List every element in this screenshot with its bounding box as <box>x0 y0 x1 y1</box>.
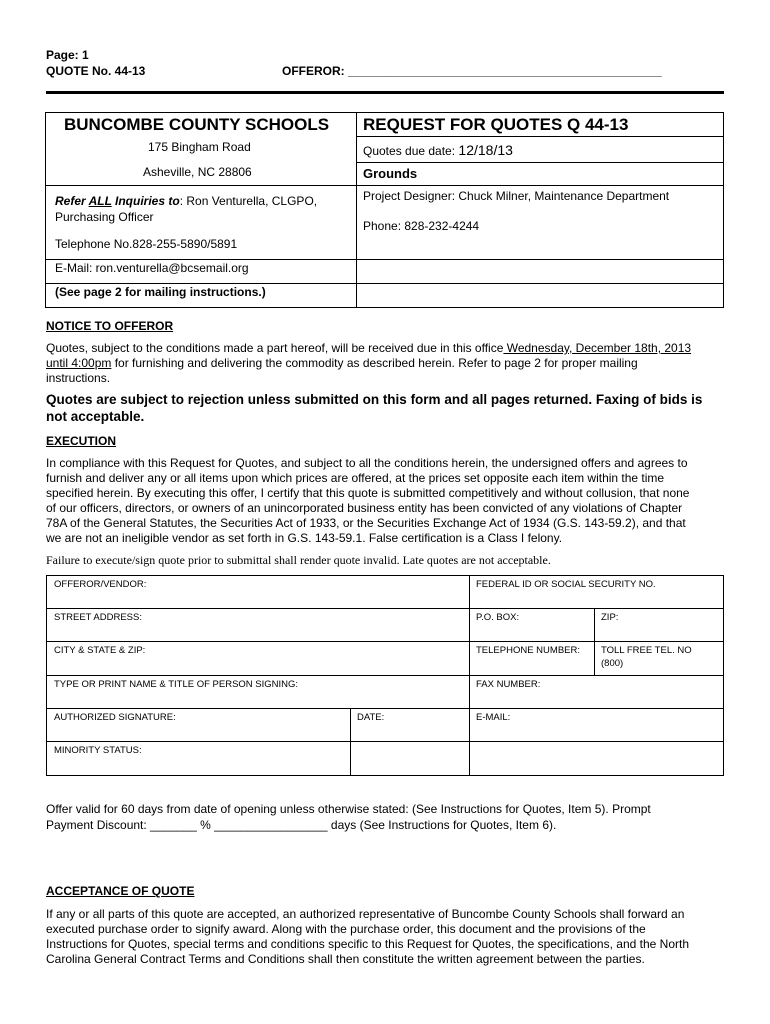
toll-free-prefix: (800) <box>601 658 624 669</box>
row-divider <box>356 162 723 163</box>
acceptance-line: If any or all parts of this quote are accepted, an authorized representative of Buncombe County Schools shall forward an <box>46 907 685 921</box>
offeror-form <box>46 575 724 776</box>
form-row-divider <box>47 708 723 709</box>
notice-line-1 <box>46 340 726 356</box>
acceptance-line: Instructions for Quotes, special terms and conditions specific to this Request for Quotes, the specifications, and the North <box>46 937 689 951</box>
refer-name: : Ron Venturella, CLGPO, <box>179 194 318 208</box>
notice-deadline: Wednesday, December 18th, 2013 <box>503 341 692 355</box>
acceptance-line: Carolina General Contract Terms and Conditions shall then constitute the written agreement between the parties. <box>46 952 645 966</box>
org-name: BUNCOMBE COUNTY SCHOOLS <box>64 115 330 134</box>
rejection-warning-2: not acceptable. <box>46 409 145 424</box>
notice-text: Quotes, subject to the conditions made a part hereof, will be received due in this office <box>46 341 504 355</box>
quote-info-table <box>45 112 724 308</box>
toll-free-field[interactable]: TOLL FREE TEL. NO <box>601 645 692 656</box>
quote-number: QUOTE No. 44-13 <box>46 64 146 78</box>
zip-field[interactable]: ZIP: <box>601 612 619 623</box>
date-field[interactable]: DATE: <box>357 712 385 723</box>
refer-suffix: Inquiries to <box>111 194 180 208</box>
department: Grounds <box>363 166 418 181</box>
org-city: Asheville, NC 28806 <box>143 165 252 179</box>
form-row-divider <box>47 608 723 609</box>
federal-id-field[interactable]: FEDERAL ID OR SOCIAL SECURITY NO. <box>476 579 656 590</box>
street-address-field[interactable]: STREET ADDRESS: <box>54 612 142 623</box>
offer-validity-line-1: Offer valid for 60 days from date of opening unless otherwise stated: (See Instructions for Quotes, Item 5). Prompt <box>46 802 651 816</box>
row-divider <box>46 185 723 186</box>
header-divider <box>46 91 724 94</box>
row-divider <box>356 136 723 137</box>
due-date <box>363 142 513 158</box>
acceptance-line: executed purchase order to signify award. Along with the purchase order, this document and the provisions of the <box>46 922 646 936</box>
acceptance-heading: ACCEPTANCE OF QUOTE <box>46 884 195 898</box>
form-row-divider <box>47 741 723 742</box>
due-date-value: 12/18/13 <box>458 142 513 158</box>
city-state-zip-field[interactable]: CITY & STATE & ZIP: <box>54 645 146 656</box>
inquiries-contact <box>55 194 317 208</box>
execution-line: of our officers, directors, or owners of an unincorporated business entity has been convicted of any violations of Chapter <box>46 501 683 515</box>
row-divider <box>46 259 723 260</box>
signer-name-title-field[interactable]: TYPE OR PRINT NAME & TITLE OF PERSON SIGNING: <box>54 679 299 690</box>
org-street: 175 Bingham Road <box>148 140 251 154</box>
telephone-number-field[interactable]: TELEPHONE NUMBER: <box>476 645 580 656</box>
refer-title: Purchasing Officer <box>55 210 154 224</box>
due-date-label: Quotes due date: <box>363 144 459 158</box>
refer-prefix: Refer <box>55 194 89 208</box>
fax-number-field[interactable]: FAX NUMBER: <box>476 679 541 690</box>
refer-all: ALL <box>88 194 112 208</box>
form-col-divider <box>469 576 470 775</box>
execution-line: we are not an ineligible vendor as set forth in G.S. 143-59.1. False certification is a Class I felony. <box>46 531 563 545</box>
po-box-field[interactable]: P.O. BOX: <box>476 612 520 623</box>
offer-validity-line-2: Payment Discount: _______ % _________________ days (See Instructions for Quotes, Item 6). <box>46 818 557 832</box>
notice-heading: NOTICE TO OFFEROR <box>46 319 174 333</box>
email-field[interactable]: E-MAIL: <box>476 712 511 723</box>
authorized-signature-field[interactable]: AUTHORIZED SIGNATURE: <box>54 712 176 723</box>
contact-email: E-Mail: ron.venturella@bcsemail.org <box>55 261 249 275</box>
notice-line-3: instructions. <box>46 371 111 385</box>
execution-line: furnish and deliver any or all items upon which prices are offered, at the prices set opposite each item within the time <box>46 471 665 485</box>
notice-time: until 4:00pm <box>46 356 112 370</box>
column-divider <box>356 113 357 307</box>
notice-line-2 <box>46 355 726 371</box>
execution-line: 78A of the General Statutes, the Securities Act of 1933, or the Securities Exchange Act of 1934 (G.S. 143-59.2), and that <box>46 516 686 530</box>
rfq-title: REQUEST FOR QUOTES Q 44-13 <box>363 115 629 134</box>
execution-line: specified herein. By executing this offer, I certify that this quote is submitted competitively and without collusion, that none <box>46 486 690 500</box>
offeror-line: OFFEROR: _______________________________________________ <box>282 64 662 78</box>
rejection-warning-1: Quotes are subject to rejection unless submitted on this form and all pages returned. Faxing of bids is <box>46 392 703 407</box>
mailing-note: (See page 2 for mailing instructions.) <box>55 285 266 299</box>
execution-line: In compliance with this Request for Quotes, and subject to all the conditions herein, the undersigned offers and agrees to <box>46 456 688 470</box>
project-designer: Project Designer: Chuck Milner, Maintenance Department <box>363 189 670 203</box>
form-col-divider <box>350 708 351 775</box>
failure-note: Failure to execute/sign quote prior to submittal shall render quote invalid. Late quotes are not acceptable. <box>46 553 551 567</box>
row-divider <box>46 283 723 284</box>
designer-phone: Phone: 828-232-4244 <box>363 219 480 233</box>
form-row-divider <box>47 641 723 642</box>
notice-text-2: for furnishing and delivering the commodity as described herein. Refer to page 2 for proper mailing <box>111 356 638 370</box>
contact-telephone: Telephone No.828-255-5890/5891 <box>55 237 238 251</box>
form-row-divider <box>47 675 723 676</box>
page-number: Page: 1 <box>46 48 89 62</box>
minority-status-field[interactable]: MINORITY STATUS: <box>54 745 142 756</box>
execution-heading: EXECUTION <box>46 434 117 448</box>
offeror-vendor-field[interactable]: OFFEROR/VENDOR: <box>54 579 147 590</box>
form-col-divider <box>594 608 595 675</box>
